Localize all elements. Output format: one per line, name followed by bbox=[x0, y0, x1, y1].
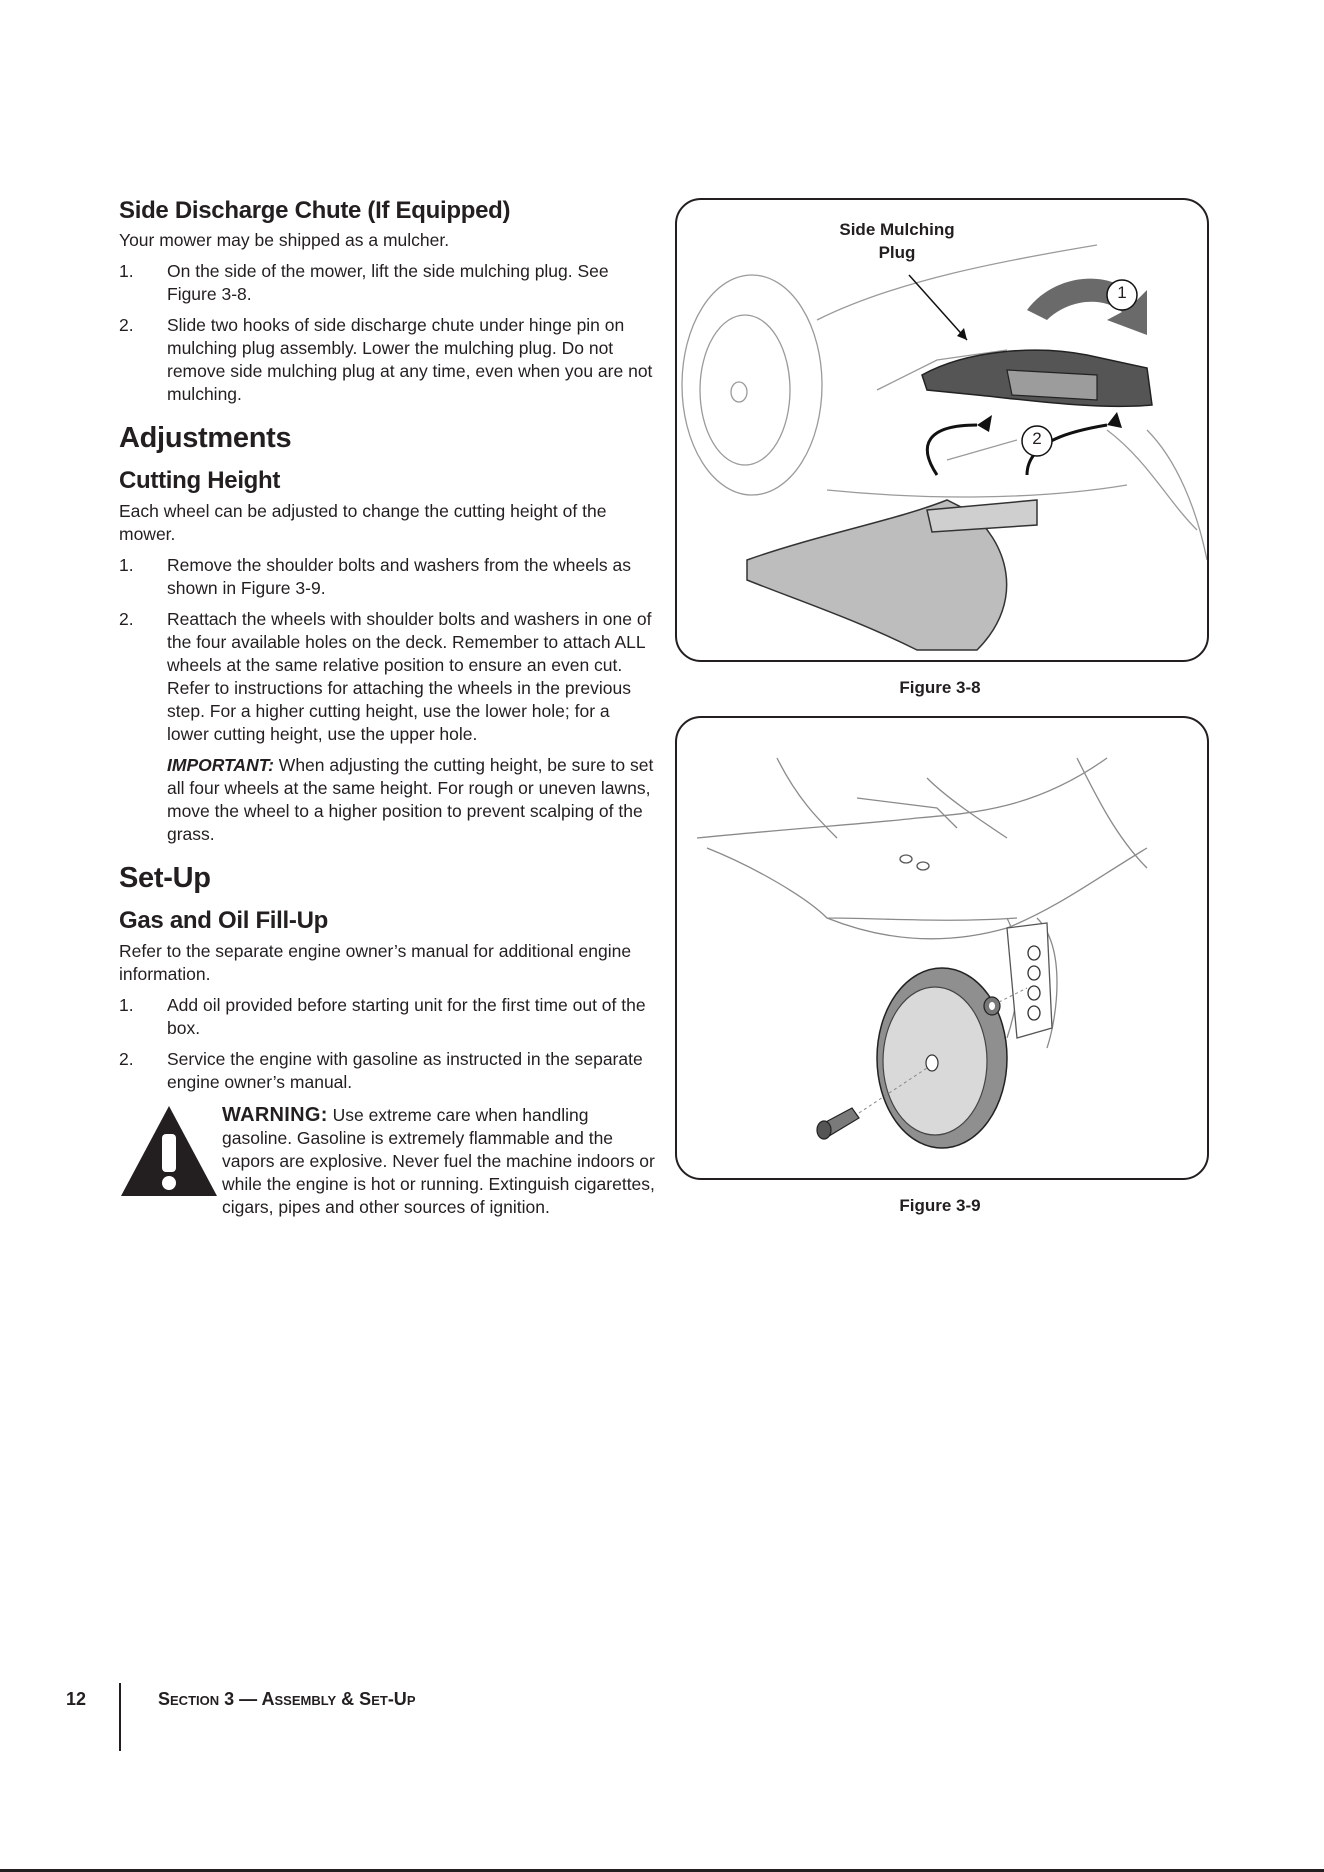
callout-line-2: Plug bbox=[878, 243, 916, 262]
figure-3-8-caption: Figure 3-8 bbox=[899, 678, 981, 697]
cutting-height-intro: Each wheel can be adjusted to change the cutting height of the mower. bbox=[119, 501, 607, 544]
step-text: Reattach the wheels with shoulder bolts and washers in one of the four available holes on the deck. Remember to attach ALL wheels at the same relative position to ensure an even cut. Refer to instructions for attaching the wheels in the previous step. For a higher cutting height, use the lower hole; for a lower cutting height, use the upper hole. bbox=[167, 609, 652, 744]
important-text: When adjusting the cutting height, be sure to set all four wheels at the same height. For rough or uneven lawns, move the wheel to a higher position to prevent scalping of the grass. bbox=[167, 755, 654, 844]
figure-3-9-caption: Figure 3-9 bbox=[899, 1196, 981, 1215]
step-number: 2. bbox=[119, 315, 134, 335]
list-item bbox=[119, 314, 654, 406]
page-number: 12 bbox=[66, 1689, 87, 1709]
warning-body: Use extreme care when handling gasoline. Gasoline is extremely flammable and the vapors are explosive. Never fuel the machine indoors or while the engine is hot or running. Extinguish cigarettes, cigars, pipes and other sources of ignition. bbox=[222, 1105, 655, 1217]
list-item bbox=[119, 608, 654, 746]
warning-text bbox=[222, 1104, 657, 1219]
figure-callout bbox=[797, 218, 997, 264]
left-column bbox=[119, 196, 654, 1254]
step-text: Service the engine with gasoline as instructed in the separate engine owner’s manual. bbox=[167, 1049, 643, 1092]
gas-oil-heading: Gas and Oil Fill-Up bbox=[119, 907, 328, 934]
list-item bbox=[119, 994, 654, 1040]
step-number: 1. bbox=[119, 555, 134, 575]
warning-icon bbox=[119, 1104, 219, 1200]
list-item bbox=[119, 554, 654, 600]
callout-line-1: Side Mulching bbox=[839, 220, 955, 239]
wheel-attachment-illustration bbox=[677, 718, 1207, 1178]
marker-1: 1 bbox=[1117, 283, 1127, 302]
gas-oil-intro: Refer to the separate engine owner’s manual for additional engine information. bbox=[119, 941, 632, 984]
cutting-height-heading: Cutting Height bbox=[119, 467, 281, 494]
list-item bbox=[119, 1048, 654, 1094]
warning-box bbox=[119, 1104, 654, 1254]
step-text: Add oil provided before starting unit for the first time out of the box. bbox=[167, 995, 646, 1038]
step-text: Remove the shoulder bolts and washers from the wheels as shown in Figure 3-9. bbox=[167, 555, 631, 598]
step-number: 2. bbox=[119, 609, 134, 629]
section-title: SECTION 3 — ASSEMBLY & SET-UP bbox=[158, 1689, 416, 1709]
important-label: IMPORTANT: bbox=[167, 755, 274, 775]
marker-2: 2 bbox=[1032, 429, 1042, 448]
setup-heading: Set-Up bbox=[119, 862, 211, 894]
list-item bbox=[119, 260, 654, 306]
step-text: On the side of the mower, lift the side mulching plug. See Figure 3-8. bbox=[167, 261, 609, 304]
side-discharge-heading: Side Discharge Chute (If Equipped) bbox=[119, 197, 511, 224]
warning-label: WARNING: bbox=[222, 1104, 328, 1126]
figure-3-9 bbox=[675, 716, 1209, 1180]
adjustments-heading: Adjustments bbox=[119, 422, 292, 454]
step-number: 1. bbox=[119, 995, 134, 1015]
step-text: Slide two hooks of side discharge chute under hinge pin on mulching plug assembly. Lower the mulching plug. Do not remove side mulching plug at any time, even when you are not mulching. bbox=[167, 315, 653, 404]
figure-3-8 bbox=[675, 198, 1209, 662]
step-number: 1. bbox=[119, 261, 134, 281]
footer-divider bbox=[119, 1683, 121, 1751]
step-number: 2. bbox=[119, 1049, 134, 1069]
important-note bbox=[167, 754, 654, 846]
side-mulching-plug-illustration bbox=[677, 200, 1207, 660]
side-discharge-intro: Your mower may be shipped as a mulcher. bbox=[119, 230, 450, 250]
